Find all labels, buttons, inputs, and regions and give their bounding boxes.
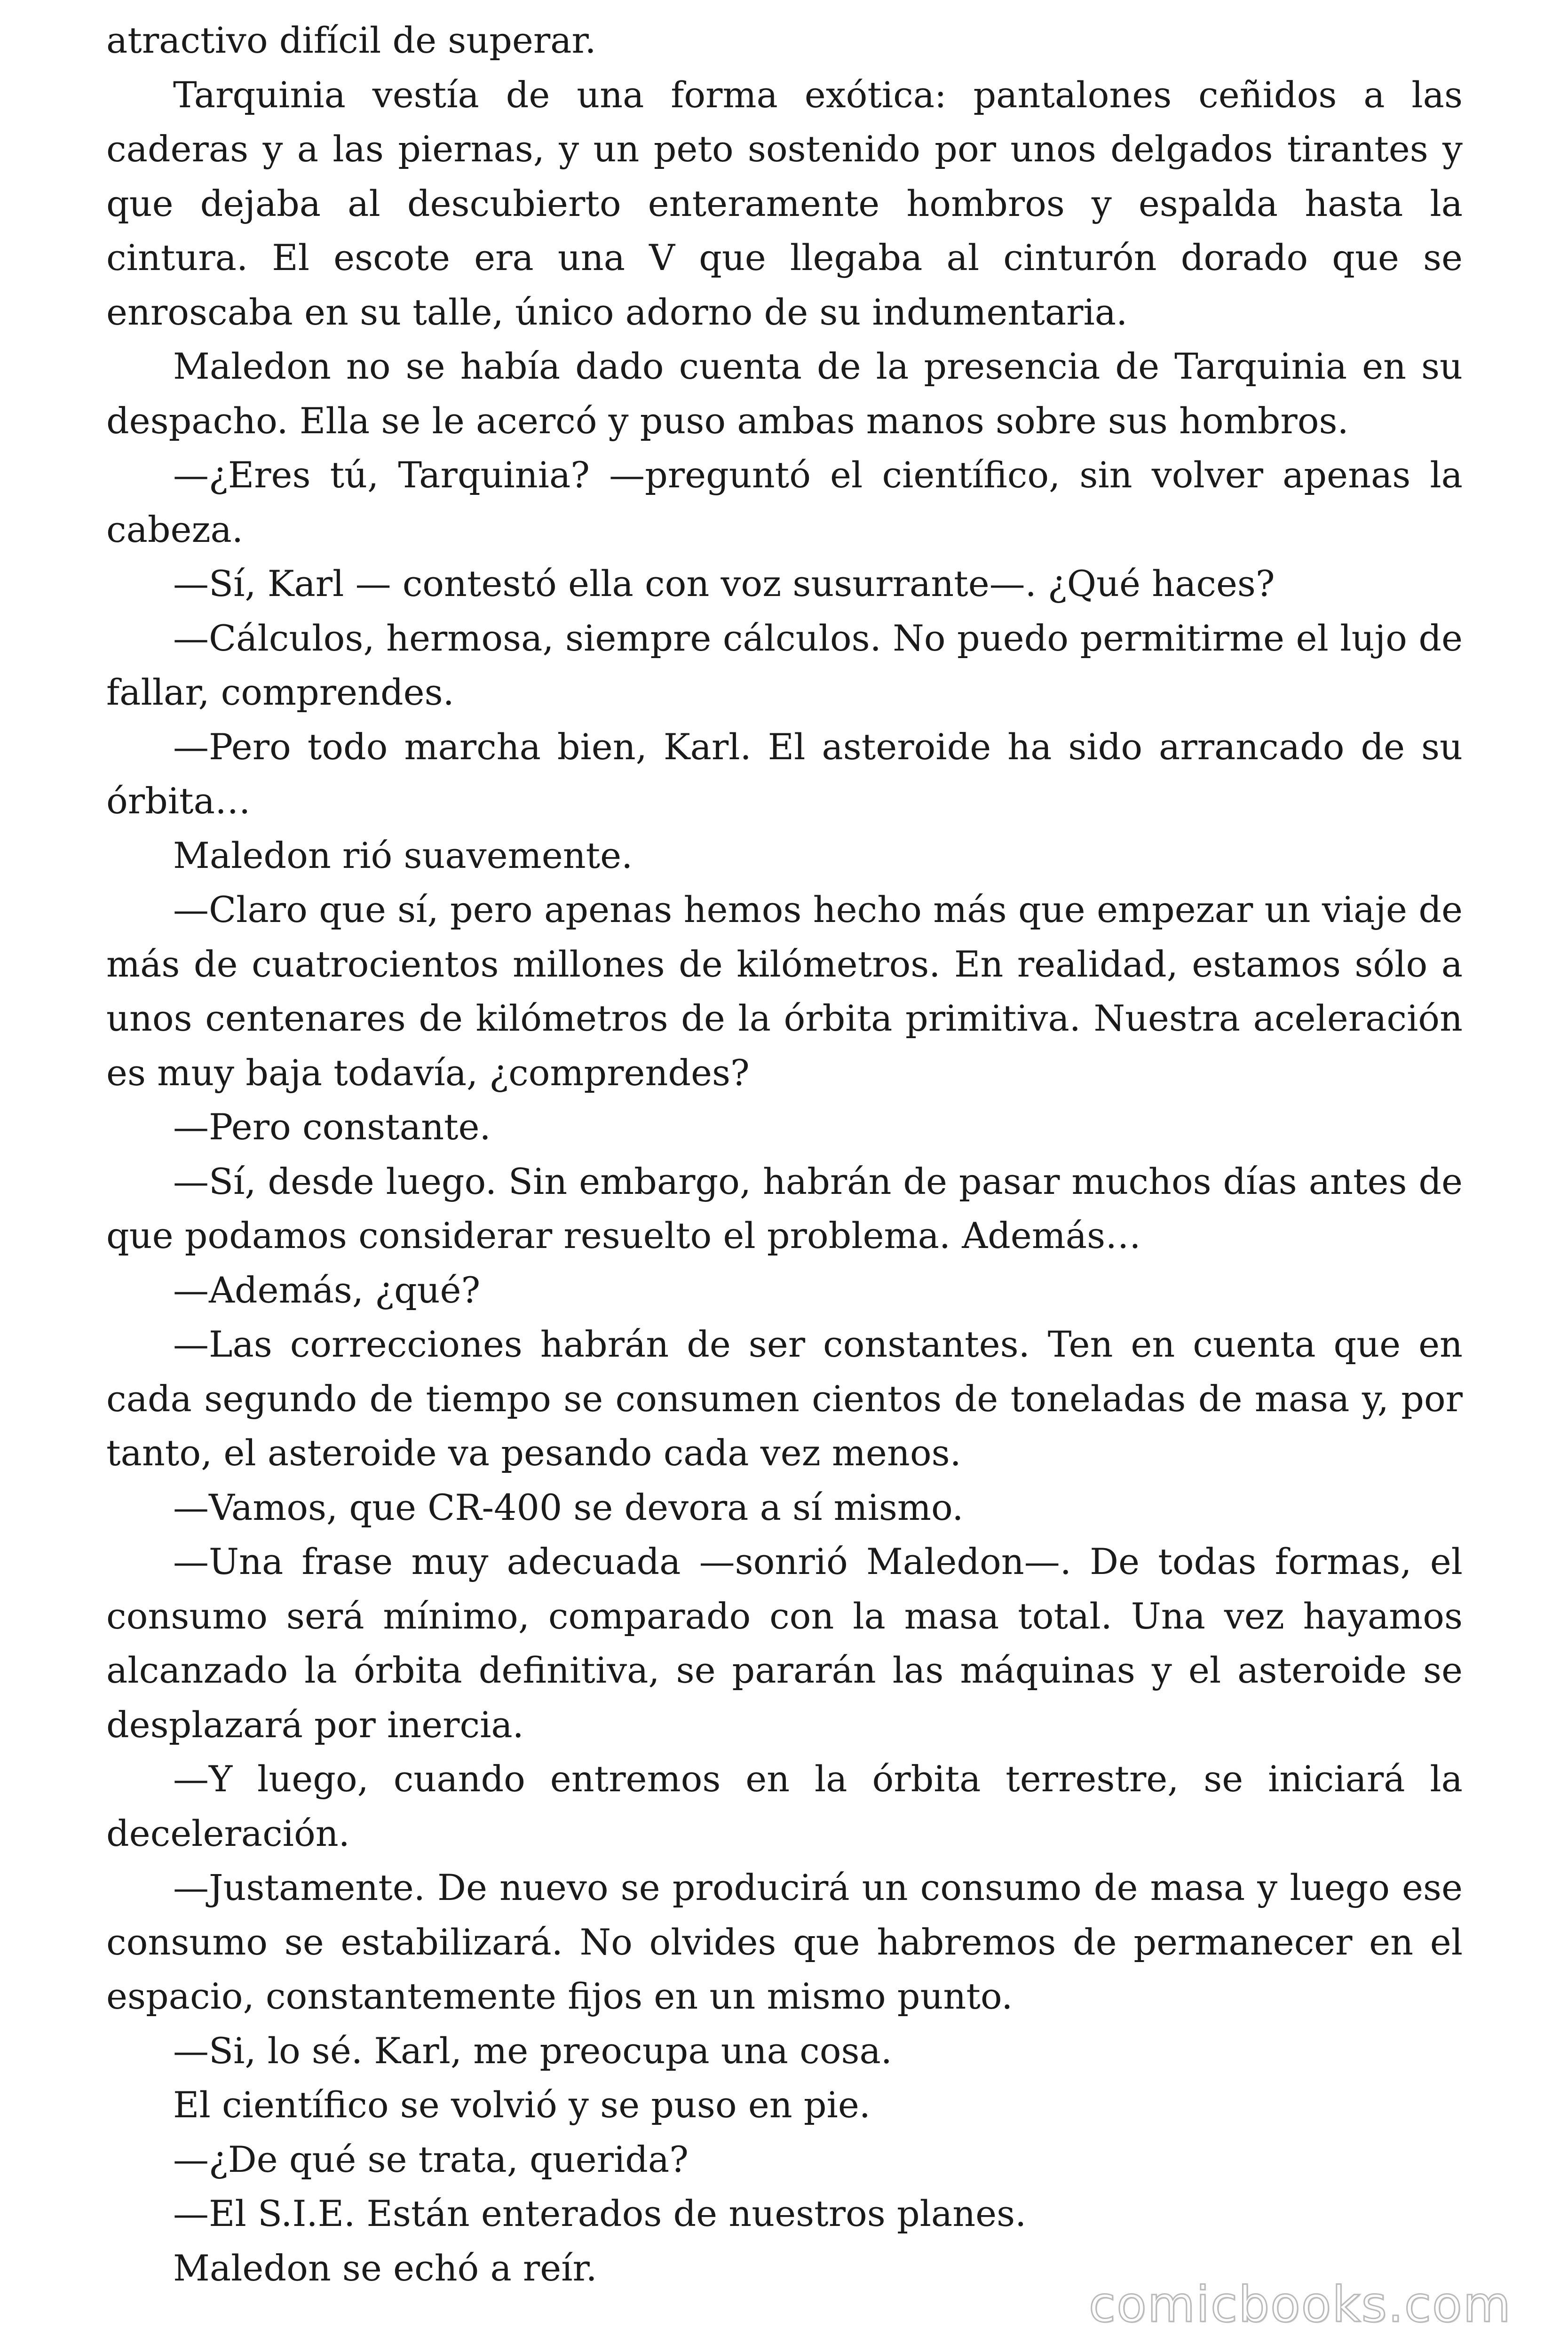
paragraph: —Sí, Karl — contestó ella con voz susurrante—. ¿Qué haces? bbox=[173, 563, 1275, 604]
paragraph: —¿Eres tú, Tarquinia? —preguntó el científico, sin volver apenas la cabeza. bbox=[106, 454, 1463, 550]
paragraph: —Sí, desde luego. Sin embargo, habrán de pasar muchos días antes de que podamos considerar resuelto el problema. Además… bbox=[106, 1160, 1463, 1256]
paragraph: —Además, ¿qué? bbox=[173, 1269, 481, 1311]
paragraph: —Si, lo sé. Karl, me preocupa una cosa. bbox=[173, 2029, 892, 2072]
paragraph: —Pero constante. bbox=[173, 1106, 491, 1148]
paragraph: —Pero todo marcha bien, Karl. El asteroide ha sido arrancado de su órbita… bbox=[106, 725, 1463, 822]
paragraph: —Justamente. De nuevo se producirá un consumo de masa y luego ese consumo se estabilizará. No olvides que habremos de permanecer en el espacio, constantemente fijos en un mismo punto. bbox=[106, 1867, 1463, 2017]
paragraph: —Una frase muy adecuada —sonrió Maledon—. De todas formas, el consumo será mínimo, comparado con la masa total. Una vez hayamos alcanzado la órbita definitiva, se pararán las máquinas y el asteroide se desplazará por inercia. bbox=[106, 1541, 1463, 1746]
paragraph: El científico se volvió y se puso en pie. bbox=[173, 2084, 871, 2126]
paragraph: Maledon se echó a reír. bbox=[173, 2247, 597, 2289]
paragraph: —Cálculos, hermosa, siempre cálculos. No puedo permitirme el lujo de fallar, comprendes. bbox=[106, 617, 1463, 713]
paragraph: —El S.I.E. Están enterados de nuestros planes. bbox=[173, 2193, 1027, 2234]
paragraph: —¿De qué se trata, querida? bbox=[173, 2138, 689, 2180]
paragraph: —Vamos, que CR-400 se devora a sí mismo. bbox=[173, 1486, 964, 1528]
paragraph: —Claro que sí, pero apenas hemos hecho más que empezar un viaje de más de cuatrocientos millones de kilómetros. En realidad, estamos sólo a unos centenares de kilómetros de la órbita primitiva. Nuestra aceleración es muy baja todavía, ¿comprendes? bbox=[106, 889, 1463, 1094]
body-text bbox=[106, 13, 1463, 2295]
watermark: comicbooks.com bbox=[1088, 2276, 1512, 2333]
paragraph: —Y luego, cuando entremos en la órbita terrestre, se iniciará la deceleración. bbox=[106, 1758, 1463, 1854]
paragraph: atractivo difícil de superar. bbox=[106, 19, 596, 61]
paragraph: Tarquinia vestía de una forma exótica: pantalones ceñidos a las caderas y a las piernas, y un peto sostenido por unos delgados tirantes y que dejaba al descubierto enteramente hombros y espalda hasta la cintura. El escote era una V que llegaba al cinturón dorado que se enroscaba en su talle, único adorno de su indumentaria. bbox=[106, 73, 1463, 333]
paragraph: —Las correcciones habrán de ser constantes. Ten en cuenta que en cada segundo de tiempo se consumen cientos de toneladas de masa y, por tanto, el asteroide va pesando cada vez menos. bbox=[106, 1323, 1463, 1474]
paragraph: Maledon no se había dado cuenta de la presencia de Tarquinia en su despacho. Ella se le acercó y puso ambas manos sobre sus hombros. bbox=[106, 345, 1463, 442]
paragraph: Maledon rió suavemente. bbox=[173, 834, 633, 876]
